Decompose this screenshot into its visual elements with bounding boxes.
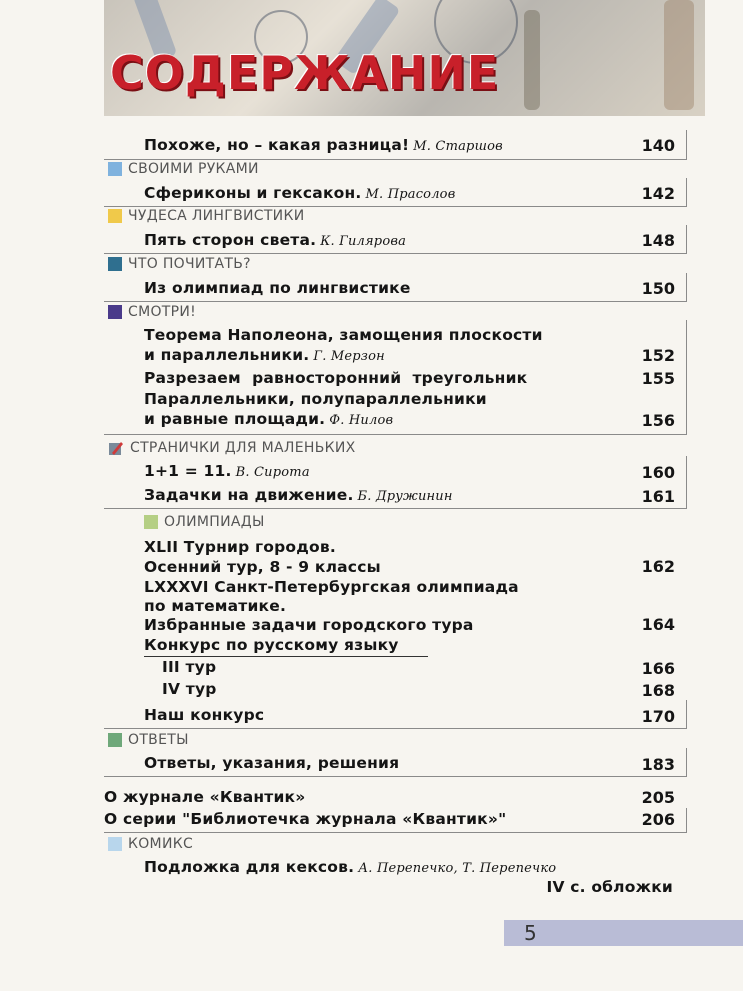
section-label: СВОИМИ РУКАМИ: [128, 161, 259, 177]
toc-entry[interactable]: [144, 279, 411, 297]
divider: [104, 206, 686, 207]
toc-entry[interactable]: [104, 810, 506, 828]
toc-entry[interactable]: [144, 231, 406, 249]
toc-entry[interactable]: [144, 462, 310, 480]
divider: [686, 273, 687, 302]
entry-title: Сфериконы и гексакон.: [144, 184, 362, 202]
section-header: [108, 440, 356, 456]
section-marker-icon: [108, 209, 122, 223]
section-label: ЧТО ПОЧИТАТЬ?: [128, 256, 251, 272]
toc-entry[interactable]: [144, 369, 527, 387]
section-header: [108, 161, 259, 177]
entry-title: Похоже, но – какая разница!: [144, 136, 410, 154]
section-marker-icon: [108, 837, 122, 851]
page-number: 168: [641, 681, 675, 700]
pencil-icon: [108, 440, 124, 456]
entry-title: Из олимпиад по лингвистике: [144, 279, 411, 297]
entry-title: Осенний тур, 8 - 9 классы: [144, 558, 381, 576]
page-number: 152: [641, 346, 675, 365]
page-number: 164: [641, 615, 675, 634]
section-header: [108, 208, 304, 224]
toc-entry[interactable]: [144, 706, 264, 724]
entry-author: М. Прасолов: [365, 187, 456, 202]
section-marker-icon: [108, 733, 122, 747]
section-label: ОТВЕТЫ: [128, 732, 189, 748]
section-header: [108, 732, 189, 748]
section-marker-icon: [108, 162, 122, 176]
divider: [686, 808, 687, 833]
section-marker-icon: [144, 515, 158, 529]
divider: [104, 776, 686, 777]
toc-entry[interactable]: [144, 326, 543, 364]
entry-title: Пять сторон света.: [144, 231, 317, 249]
toc-entry[interactable]: [144, 754, 399, 772]
page-number-bar: [504, 920, 743, 946]
divider: [104, 832, 686, 833]
entry-title: IV тур: [162, 680, 217, 698]
section-header: [108, 304, 196, 320]
section-label: КОМИКС: [128, 836, 194, 852]
entry-title: Задачки на движение.: [144, 486, 354, 504]
divider: [686, 456, 687, 509]
toc-entry[interactable]: [104, 788, 305, 806]
entry-title: О серии "Библиотечка журнала «Квантик»": [104, 810, 507, 828]
section-header: [108, 836, 193, 852]
entry-title: Параллельники, полупараллельники: [144, 390, 487, 408]
entry-title: Теорема Наполеона, замощения плоскости: [144, 326, 543, 344]
page-number: 205: [641, 788, 675, 807]
toc-entry[interactable]: [144, 578, 519, 634]
toc-entry[interactable]: [144, 390, 487, 428]
entry-title: Разрезаем равносторонний треугольник: [144, 369, 528, 387]
section-header: [108, 256, 251, 272]
toc-entry[interactable]: [144, 184, 455, 202]
divider: [686, 700, 687, 729]
page-title: СОДЕРЖАНИЕ: [110, 46, 500, 100]
entry-title: Наш конкурс: [144, 706, 265, 724]
divider: [686, 225, 687, 254]
divider: [104, 434, 686, 435]
page-number: 148: [641, 231, 675, 250]
entry-title: О журнале «Квантик»: [104, 788, 306, 806]
entry-title: 1+1 = 11.: [144, 462, 232, 480]
divider: [104, 253, 686, 254]
header-banner: [104, 0, 705, 116]
divider: [104, 508, 686, 509]
section-marker-icon: [108, 257, 122, 271]
section-label: ЧУДЕСА ЛИНГВИСТИКИ: [128, 208, 305, 224]
entry-title: IV с. обложки: [546, 878, 673, 896]
page-number: 150: [641, 279, 675, 298]
entry-author: Б. Дружинин: [357, 489, 453, 504]
entry-author: А. Перепечко, Т. Перепечко: [358, 861, 557, 876]
divider: [686, 130, 687, 160]
divider: [686, 320, 687, 435]
page-number: 142: [641, 184, 675, 203]
toc-entry[interactable]: [162, 658, 216, 676]
entry-author: В. Сирота: [235, 465, 310, 480]
page-footer-number: 5: [524, 921, 537, 945]
page-number: 206: [641, 810, 675, 829]
toc-entry[interactable]: [144, 858, 556, 876]
page-number: 160: [641, 463, 675, 482]
page-number: 140: [641, 136, 675, 155]
section-marker-icon: [108, 305, 122, 319]
page-number: 170: [641, 707, 675, 726]
page-number: 155: [641, 369, 675, 388]
toc-entry[interactable]: [144, 538, 381, 576]
divider: [686, 748, 687, 777]
entry-title: Ответы, указания, решения: [144, 754, 400, 772]
divider: [144, 656, 428, 657]
toc-entry[interactable]: [546, 878, 673, 896]
entry-author: Г. Мерзон: [313, 349, 385, 364]
page-number: 161: [641, 487, 675, 506]
entry-title: и параллельники.: [144, 346, 310, 364]
section-label: ОЛИМПИАДЫ: [164, 514, 265, 530]
toc-entry[interactable]: [144, 136, 503, 154]
entry-title: и равные площади.: [144, 410, 326, 428]
section-label: СТРАНИЧКИ ДЛЯ МАЛЕНЬКИХ: [130, 440, 356, 456]
entry-title: по математике.: [144, 597, 287, 615]
page-number: 156: [641, 411, 675, 430]
entry-title: Избранные задачи городского тура: [144, 616, 474, 634]
entry-title: Подложка для кексов.: [144, 858, 355, 876]
entry-title: III тур: [162, 658, 217, 676]
entry-author: К. Гилярова: [320, 234, 407, 249]
entry-author: М. Старшов: [413, 139, 503, 154]
section-label: СМОТРИ!: [128, 304, 197, 320]
entry-title: XLII Турнир городов.: [144, 538, 336, 556]
entry-author: Ф. Нилов: [329, 413, 394, 428]
entry-title: LXXXVI Санкт-Петербургская олимпиада: [144, 578, 519, 596]
divider: [104, 728, 686, 729]
divider: [104, 159, 686, 160]
page-number: 183: [641, 755, 675, 774]
toc-entry[interactable]: [144, 486, 453, 504]
page-number: 162: [641, 557, 675, 576]
divider: [104, 301, 686, 302]
toc-entry[interactable]: [144, 636, 399, 654]
divider: [686, 178, 687, 207]
section-header: [144, 514, 265, 530]
entry-title: Конкурс по русскому языку: [144, 636, 399, 654]
page-number: 166: [641, 659, 675, 678]
toc-entry[interactable]: [162, 680, 217, 698]
